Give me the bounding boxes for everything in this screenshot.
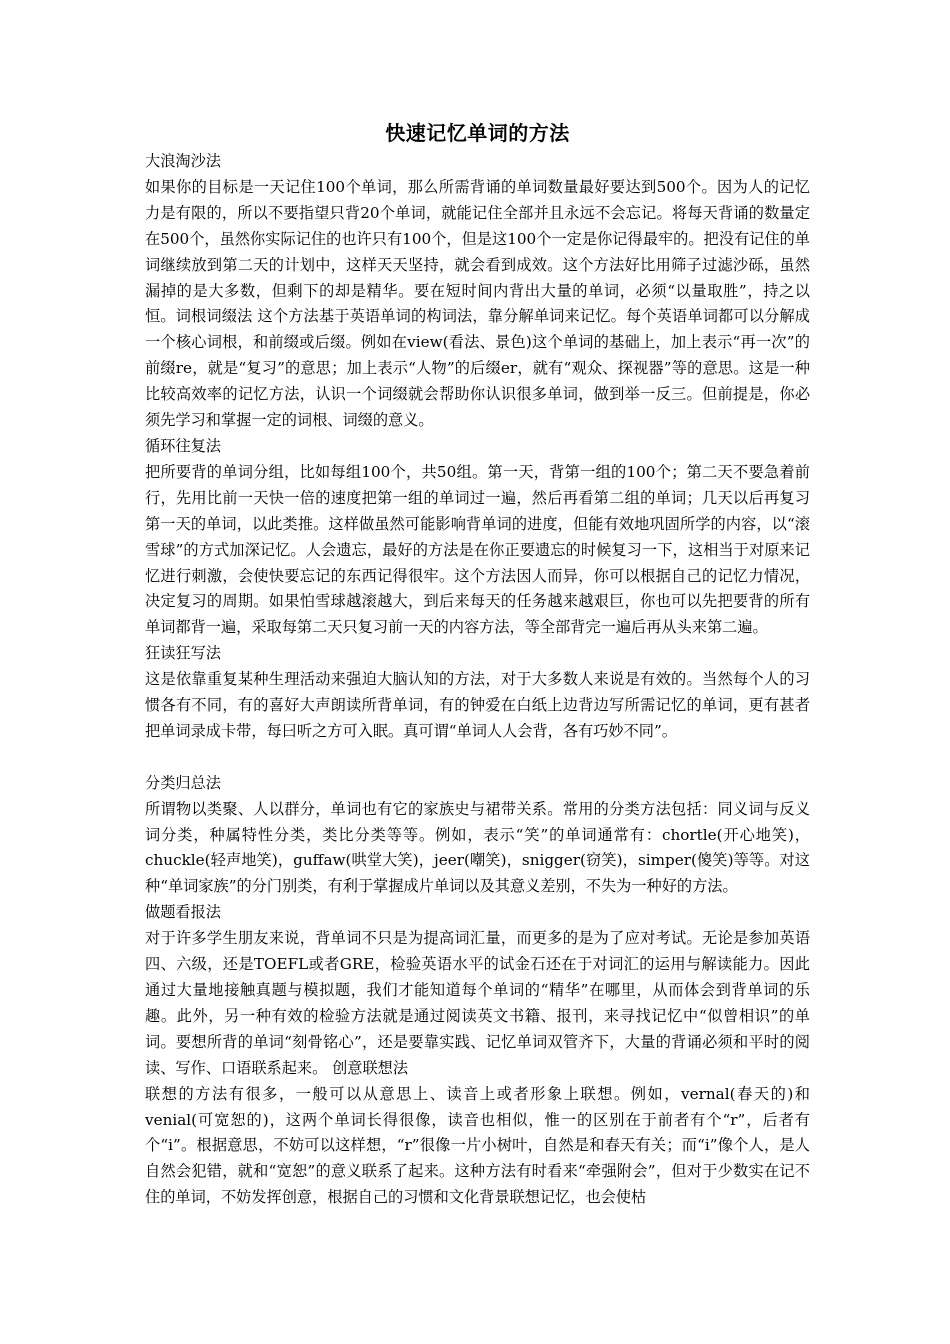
- section-body-6: 联想的方法有很多，一般可以从意思上、读音上或者形象上联想。例如，vernal(春天的)和venial(可宽恕的)，这两个单词长得很像，读音也相似，惟一的区别在于前者有个“r”，后者有个“i”。根据意思，不妨可以这样想，“r”很像一片小树叶，自然是和春天有关；而“i”像个人，是人自然会犯错，就和“宽恕”的意义联系了起来。这种方法有时看来“牵强附会”，但对于少数实在记不住的单词，不妨发挥创意，根据自己的习惯和文化背景联想记忆，也会使枯: [145, 1084, 810, 1207]
- document-page: [145, 120, 810, 1211]
- blank-line: [145, 745, 810, 771]
- page-title: 快速记忆单词的方法: [385, 121, 570, 145]
- section-heading-1: 大浪淘沙法: [145, 152, 221, 170]
- section-body-4: 所谓物以类聚、人以群分，单词也有它的家族史与裙带关系。常用的分类方法包括：同义词与反义词分类，种属特性分类，类比分类等等。例如，表示“笑”的单词通常有：chortle(开心地笑)，chuckle(轻声地笑)，guffaw(哄堂大笑)，jeer(嘲笑)，snigger(窃笑)，simper(傻笑)等等。对这种“单词家族”的分门别类，有利于掌握成片单词以及其意义差别，不失为一种好的方法。: [145, 799, 810, 896]
- section-body-3: 这是依靠重复某种生理活动来强迫大脑认知的方法，对于大多数人来说是有效的。当然每个人的习惯各有不同，有的喜好大声朗读所背单词，有的钟爱在白纸上边背边写所需记忆的单词，更有甚者把单词录成卡带，每曰听之方可入眠。真可谓“单词人人会背，各有巧妙不同”。: [145, 670, 810, 740]
- section-body-2: 把所要背的单词分组，比如每组100个，共50组。第一天，背第一组的100个；第二天不要急着前行，先用比前一天快一倍的速度把第一组的单词过一遍，然后再看第二组的单词；几天以后再复习第一天的单词，以此类推。这样做虽然可能影响背单词的进度，但能有效地巩固所学的内容，以“滚雪球”的方式加深记忆。人会遗忘，最好的方法是在你正要遗忘的时候复习一下，这相当于对原来记忆进行刺激，会使快要忘记的东西记得很牢。这个方法因人而异，你可以根据自己的记忆力情况，决定复习的周期。如果怕雪球越滚越大，到后来每天的任务越来越艰巨，你也可以先把要背的所有单词都背一遍，采取每第二天只复习前一天的内容方法，等全部背完一遍后再从头来第二遍。: [145, 462, 810, 637]
- section-heading-4: 分类归总法: [145, 773, 221, 792]
- section-heading-2: 循环往复法: [145, 436, 221, 455]
- section-heading-5: 做题看报法: [145, 903, 221, 922]
- section-heading-3: 狂读狂写法: [145, 644, 221, 663]
- section-body-5: 对于许多学生朋友来说，背单词不只是为提高词汇量，而更多的是为了应对考试。无论是参加英语四、六级，还是TOEFL或者GRE，检验英语水平的试金石还在于对词汇的运用与解读能力。因此通过大量地接触真题与模拟题，我们才能知道每个单词的“精华”在哪里，从而体会到背单词的乐趣。此外，另一种有效的检验方法就是通过阅读英文书籍、报刊，来寻找记忆中“似曾相识”的单词。要想所背的单词“刻骨铭心”，还是要靠实践、记忆单词双管齐下，大量的背诵必须和平时的阅读、写作、口语联系起来。 创意联想法: [145, 929, 810, 1077]
- section-body-1: 如果你的目标是一天记住100个单词，那么所需背诵的单词数量最好要达到500个。因为人的记忆力是有限的，所以不要指望只背20个单词，就能记住全部并且永远不会忘记。将每天背诵的数量定在500个，虽然你实际记住的也许只有100个，但是这100个一定是你记得最牢的。把没有记住的单词继续放到第二天的计划中，这样天天坚持，就会看到成效。这个方法好比用筛子过滤沙砾，虽然漏掉的是大多数，但剩下的却是精华。要在短时间内背出大量的单词，必须“以量取胜”，持之以恒。词根词缀法 这个方法基于英语单词的构词法，靠分解单词来记忆。每个英语单词都可以分解成一个核心词根，和前缀或后缀。例如在view(看法、景色)这个单词的基础上，加上表示“再一次”的前缀re，就是“复习”的意思；加上表示“人物”的后缀er，就有“观众、探视器”等的意思。这是一种比较高效率的记忆方法，认识一个词缀就会帮助你认识很多单词，做到举一反三。但前提是，你必须先学习和掌握一定的词根、词缀的意义。: [145, 177, 810, 430]
